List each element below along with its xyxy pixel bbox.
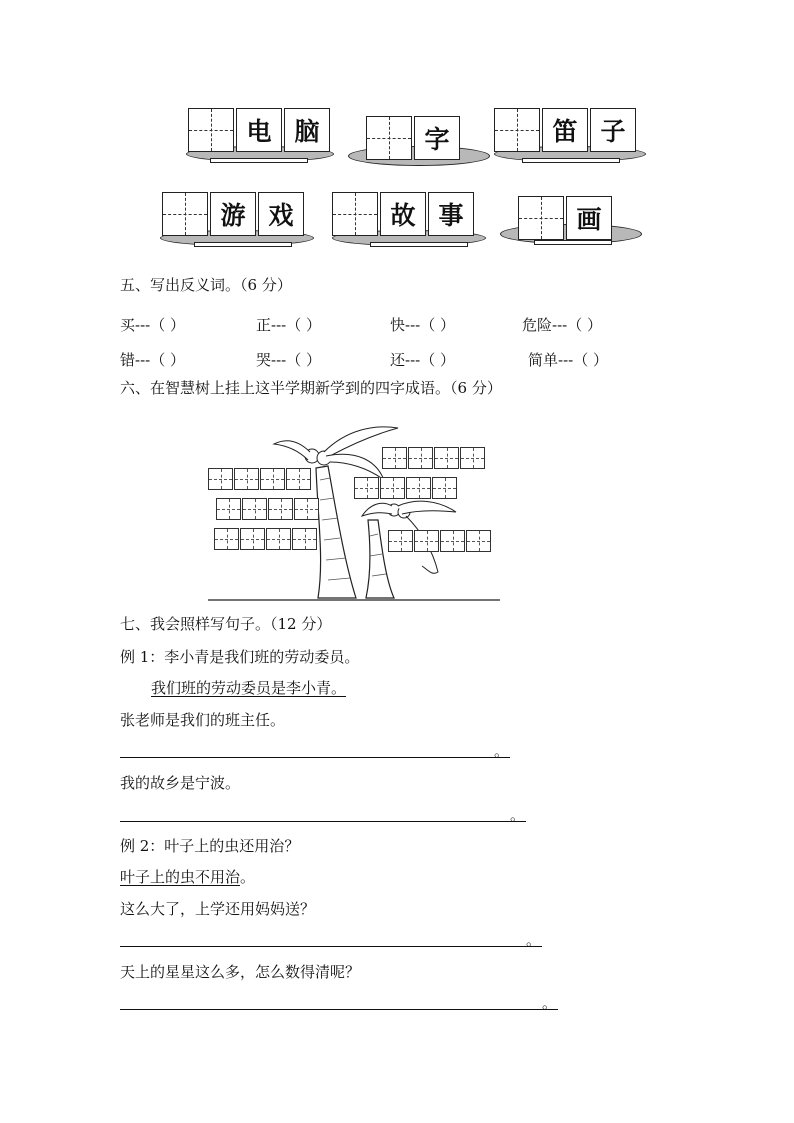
char-cell: 笛 [542, 108, 588, 152]
pinyin-cell [518, 196, 564, 240]
char-cell: 戏 [258, 192, 304, 236]
section5-title: 五、写出反义词。（6 分） [120, 276, 292, 294]
antonym-item: 危险---（ ） [522, 316, 602, 334]
question2-sentence: 我的故乡是宁波。 [120, 774, 241, 792]
char-cell: 事 [428, 192, 474, 236]
idiom-grid-row[interactable] [388, 530, 492, 552]
idiom-grid-row[interactable] [354, 477, 458, 499]
pinyin-cell [162, 192, 208, 236]
answer-line[interactable] [120, 946, 542, 947]
example1-answer: 我们班的劳动委员是李小青。 [151, 679, 347, 697]
char-cell: 游 [210, 192, 256, 236]
block-stand [370, 242, 468, 247]
example2-answer-line [120, 867, 255, 887]
idiom-grid-row[interactable] [208, 468, 312, 490]
question1-sentence: 张老师是我们的班主任。 [120, 711, 286, 729]
pinyin-cell [188, 108, 234, 152]
answer-line[interactable] [120, 821, 526, 822]
pinyin-cell [332, 192, 378, 236]
char-cell: 子 [590, 108, 636, 152]
section7-title: 七、我会照样写句子。（12 分） [120, 615, 332, 633]
antonym-item: 快---（ ） [390, 316, 455, 334]
block-stand [522, 158, 620, 163]
char-cell: 脑 [284, 108, 330, 152]
antonym-item: 哭---（ ） [256, 351, 321, 369]
char-cell: 画 [566, 196, 612, 240]
char-cell: 故 [380, 192, 426, 236]
antonym-item: 简单---（ ） [528, 351, 608, 369]
answer-period: 。 [494, 742, 510, 760]
pinyin-cell [366, 116, 412, 160]
antonym-item: 正---（ ） [256, 316, 321, 334]
pinyin-cell [494, 108, 540, 152]
example2-answer-end: 。 [240, 868, 256, 886]
antonym-item: 错---（ ） [120, 351, 185, 369]
block-stand [210, 158, 308, 163]
answer-period: 。 [510, 806, 526, 824]
idiom-grid-row[interactable] [382, 447, 486, 469]
char-cell: 电 [236, 108, 282, 152]
answer-line[interactable] [120, 757, 510, 758]
answer-period: 。 [526, 931, 542, 949]
answer-period: 。 [542, 994, 558, 1012]
answer-line[interactable] [120, 1009, 558, 1010]
idiom-grid-row[interactable] [214, 528, 318, 550]
block-stand [194, 242, 292, 247]
antonym-item: 还---（ ） [390, 351, 455, 369]
example2-sentence: 例 2：叶子上的虫还用治？ [120, 837, 300, 855]
section6-title: 六、在智慧树上挂上这半学期新学到的四字成语。（6 分） [120, 379, 502, 397]
example2-answer: 叶子上的虫不用治 [120, 868, 241, 886]
block-stand [534, 240, 612, 245]
idiom-grid-row[interactable] [216, 498, 320, 520]
antonym-item: 买---（ ） [120, 316, 185, 334]
example1-sentence: 例 1：李小青是我们班的劳动委员。 [120, 648, 360, 666]
char-cell: 字 [414, 116, 460, 160]
question3-sentence: 这么大了，上学还用妈妈送？ [120, 900, 316, 918]
question4-sentence: 天上的星星这么多，怎么数得清呢？ [120, 963, 361, 981]
